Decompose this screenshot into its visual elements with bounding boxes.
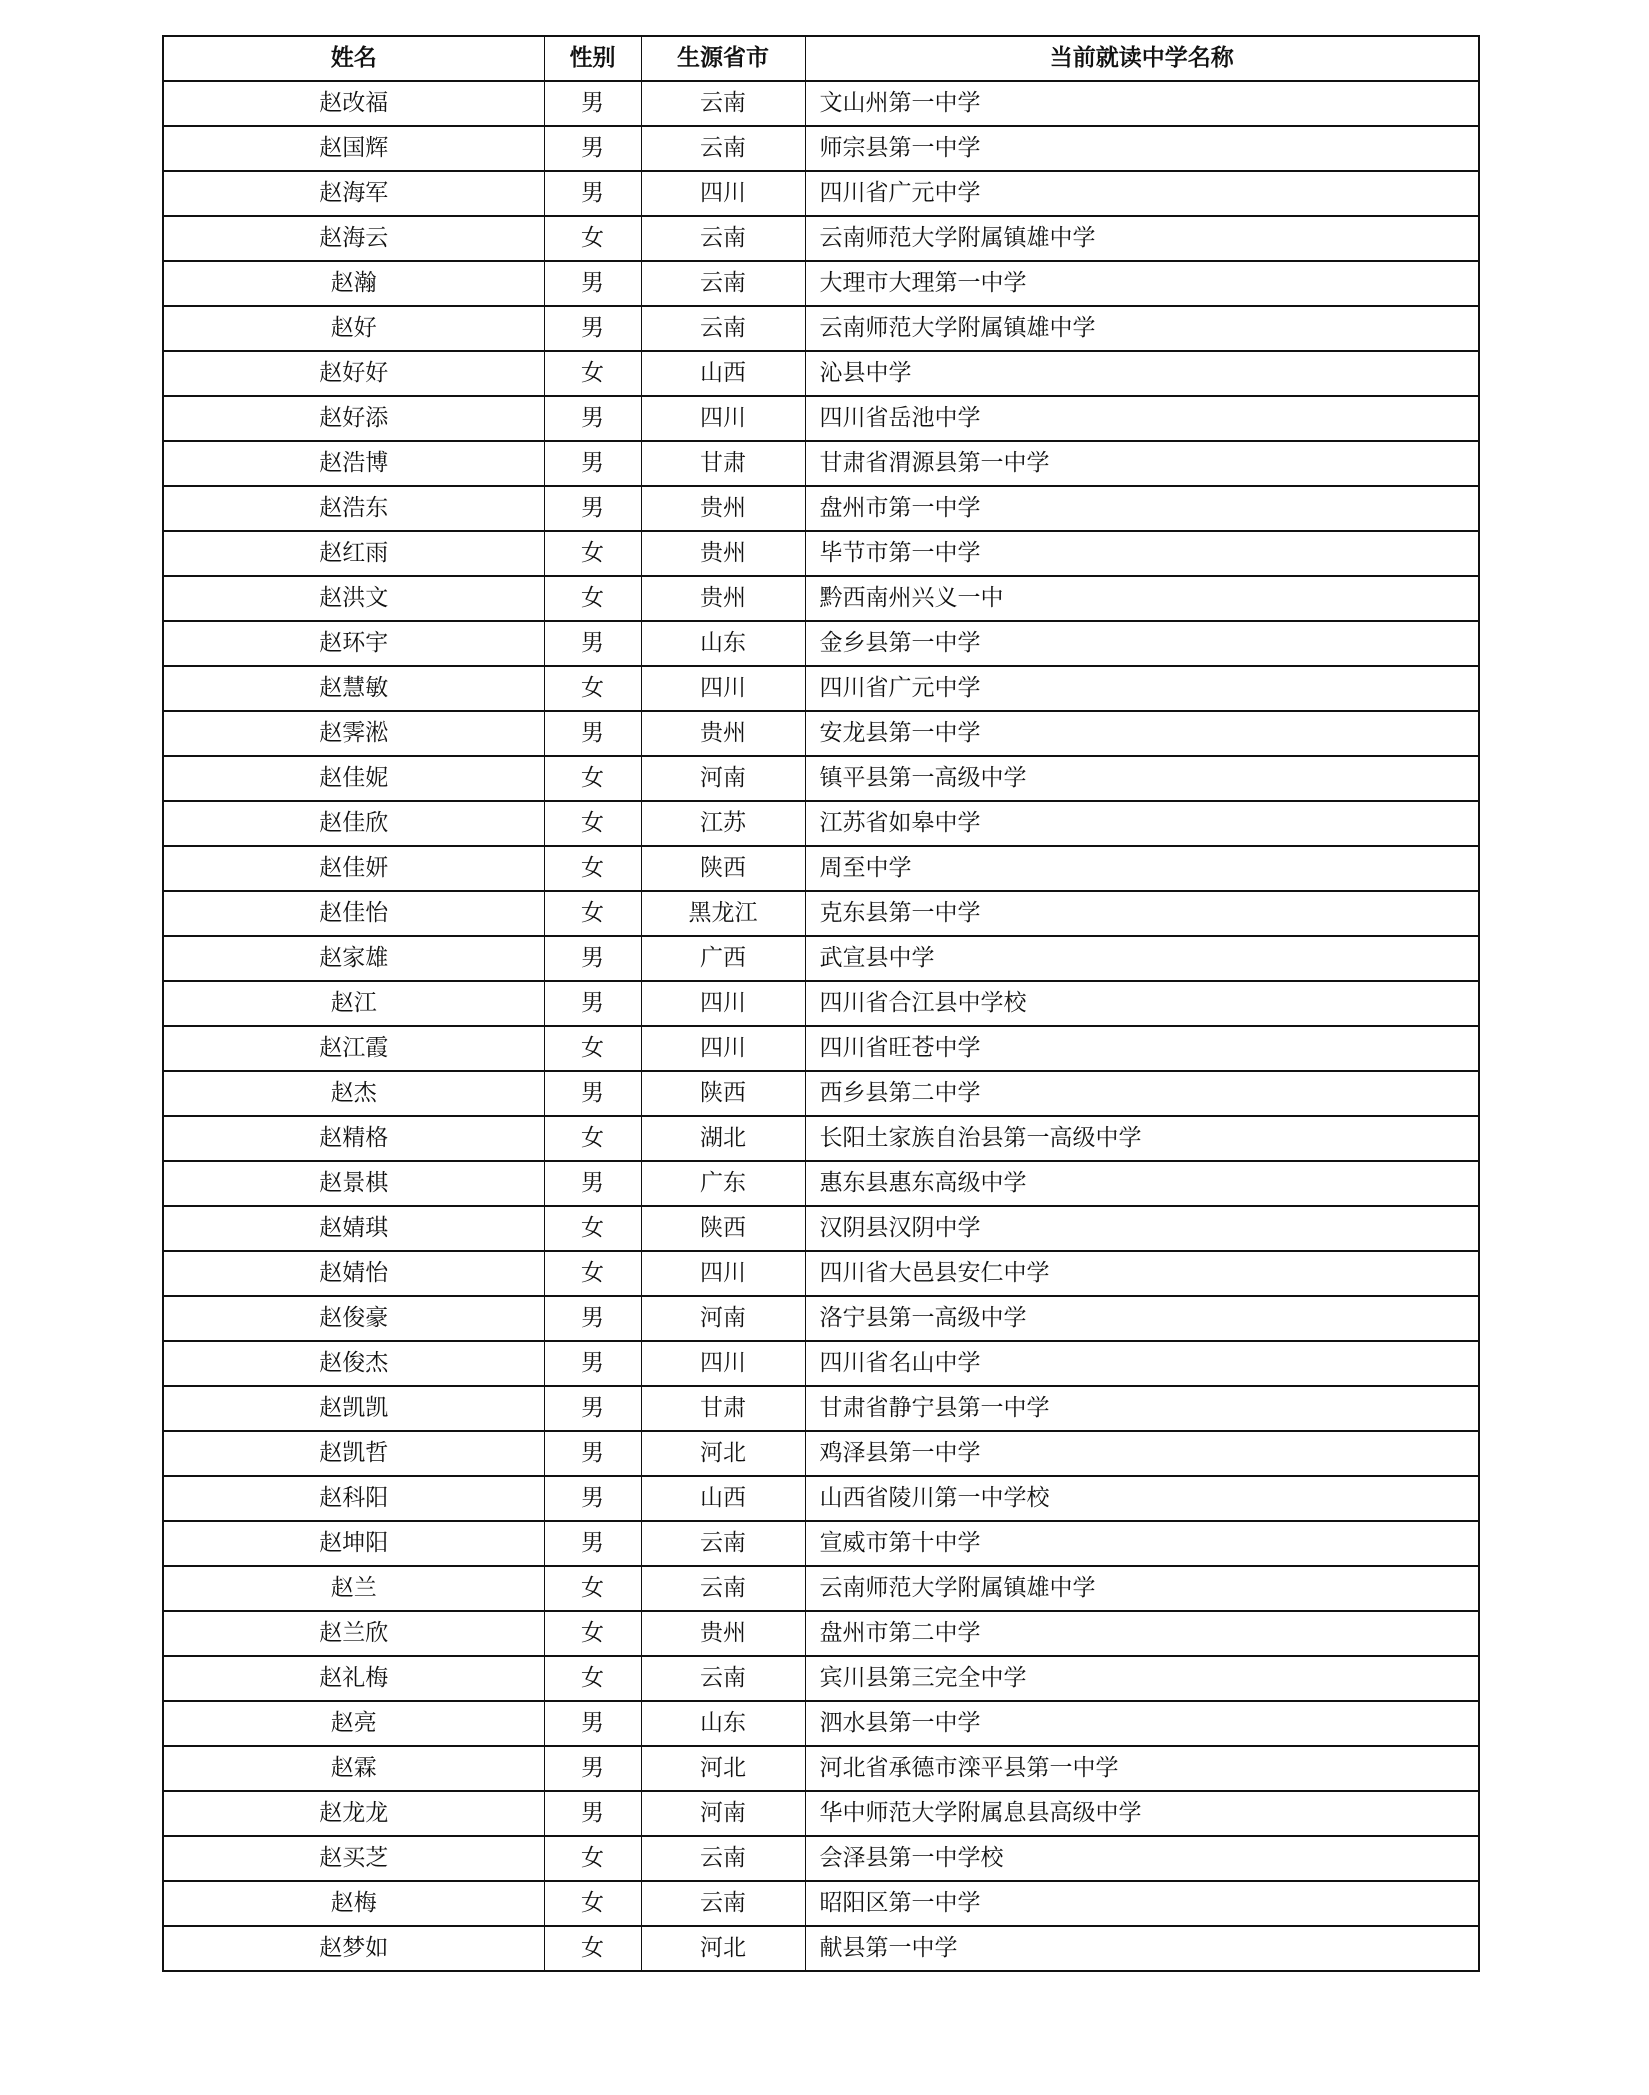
- cell-province: 贵州: [641, 1611, 805, 1656]
- cell-school: 云南师范大学附属镇雄中学: [805, 216, 1479, 261]
- cell-province: 四川: [641, 171, 805, 216]
- cell-gender: 女: [544, 1926, 641, 1971]
- cell-name: 赵兰: [163, 1566, 544, 1611]
- cell-school: 泗水县第一中学: [805, 1701, 1479, 1746]
- table-row: [163, 621, 1479, 666]
- cell-school: 盘州市第一中学: [805, 486, 1479, 531]
- cell-name: 赵俊豪: [163, 1296, 544, 1341]
- cell-gender: 女: [544, 1611, 641, 1656]
- cell-gender: 男: [544, 981, 641, 1026]
- cell-school: 金乡县第一中学: [805, 621, 1479, 666]
- cell-gender: 男: [544, 1521, 641, 1566]
- cell-school: 克东县第一中学: [805, 891, 1479, 936]
- cell-school: 云南师范大学附属镇雄中学: [805, 306, 1479, 351]
- cell-school: 山西省陵川第一中学校: [805, 1476, 1479, 1521]
- cell-gender: 男: [544, 306, 641, 351]
- cell-province: 河北: [641, 1746, 805, 1791]
- cell-name: 赵国辉: [163, 126, 544, 171]
- cell-province: 云南: [641, 1836, 805, 1881]
- cell-school: 甘肃省渭源县第一中学: [805, 441, 1479, 486]
- cell-name: 赵礼梅: [163, 1656, 544, 1701]
- cell-name: 赵科阳: [163, 1476, 544, 1521]
- cell-school: 云南师范大学附属镇雄中学: [805, 1566, 1479, 1611]
- cell-gender: 男: [544, 1386, 641, 1431]
- cell-gender: 男: [544, 1431, 641, 1476]
- cell-province: 山东: [641, 621, 805, 666]
- table-row: [163, 1746, 1479, 1791]
- cell-gender: 女: [544, 1116, 641, 1161]
- cell-province: 甘肃: [641, 1386, 805, 1431]
- cell-school: 四川省合江县中学校: [805, 981, 1479, 1026]
- cell-name: 赵江霞: [163, 1026, 544, 1071]
- cell-name: 赵精格: [163, 1116, 544, 1161]
- table-row: [163, 1881, 1479, 1926]
- cell-name: 赵霁淞: [163, 711, 544, 756]
- cell-province: 山西: [641, 1476, 805, 1521]
- cell-name: 赵婧琪: [163, 1206, 544, 1251]
- table-row: [163, 666, 1479, 711]
- cell-province: 广东: [641, 1161, 805, 1206]
- cell-province: 江苏: [641, 801, 805, 846]
- table-row: [163, 1386, 1479, 1431]
- cell-name: 赵凯凯: [163, 1386, 544, 1431]
- table-row: [163, 756, 1479, 801]
- cell-school: 四川省广元中学: [805, 666, 1479, 711]
- table-row: [163, 171, 1479, 216]
- cell-school: 惠东县惠东高级中学: [805, 1161, 1479, 1206]
- cell-school: 四川省旺苍中学: [805, 1026, 1479, 1071]
- cell-province: 广西: [641, 936, 805, 981]
- cell-school: 周至中学: [805, 846, 1479, 891]
- cell-province: 云南: [641, 1521, 805, 1566]
- cell-gender: 女: [544, 531, 641, 576]
- table-body: [163, 81, 1479, 1971]
- cell-school: 西乡县第二中学: [805, 1071, 1479, 1116]
- cell-school: 宣威市第十中学: [805, 1521, 1479, 1566]
- cell-school: 镇平县第一高级中学: [805, 756, 1479, 801]
- cell-gender: 女: [544, 756, 641, 801]
- cell-gender: 女: [544, 351, 641, 396]
- cell-school: 宾川县第三完全中学: [805, 1656, 1479, 1701]
- cell-province: 四川: [641, 1251, 805, 1296]
- cell-gender: 男: [544, 486, 641, 531]
- table-row: [163, 261, 1479, 306]
- cell-province: 黑龙江: [641, 891, 805, 936]
- cell-name: 赵红雨: [163, 531, 544, 576]
- cell-school: 四川省广元中学: [805, 171, 1479, 216]
- cell-name: 赵家雄: [163, 936, 544, 981]
- cell-name: 赵改福: [163, 81, 544, 126]
- cell-province: 贵州: [641, 711, 805, 756]
- cell-province: 云南: [641, 1566, 805, 1611]
- cell-name: 赵佳妮: [163, 756, 544, 801]
- table-row: [163, 711, 1479, 756]
- cell-name: 赵坤阳: [163, 1521, 544, 1566]
- cell-province: 河南: [641, 1296, 805, 1341]
- header-province: 生源省市: [641, 36, 805, 81]
- cell-name: 赵洪文: [163, 576, 544, 621]
- cell-school: 文山州第一中学: [805, 81, 1479, 126]
- cell-province: 四川: [641, 666, 805, 711]
- table-row: [163, 1026, 1479, 1071]
- table-row: [163, 396, 1479, 441]
- cell-province: 甘肃: [641, 441, 805, 486]
- cell-gender: 男: [544, 936, 641, 981]
- cell-province: 湖北: [641, 1116, 805, 1161]
- cell-school: 河北省承德市滦平县第一中学: [805, 1746, 1479, 1791]
- cell-gender: 男: [544, 126, 641, 171]
- cell-province: 四川: [641, 1341, 805, 1386]
- cell-school: 武宣县中学: [805, 936, 1479, 981]
- cell-school: 长阳土家族自治县第一高级中学: [805, 1116, 1479, 1161]
- table-row: [163, 891, 1479, 936]
- table-row: [163, 1161, 1479, 1206]
- cell-gender: 女: [544, 666, 641, 711]
- cell-name: 赵好添: [163, 396, 544, 441]
- cell-gender: 女: [544, 576, 641, 621]
- cell-gender: 男: [544, 1341, 641, 1386]
- cell-province: 贵州: [641, 531, 805, 576]
- cell-school: 毕节市第一中学: [805, 531, 1479, 576]
- cell-name: 赵霖: [163, 1746, 544, 1791]
- cell-name: 赵环宇: [163, 621, 544, 666]
- cell-gender: 男: [544, 396, 641, 441]
- cell-gender: 男: [544, 1161, 641, 1206]
- cell-gender: 男: [544, 261, 641, 306]
- cell-gender: 女: [544, 801, 641, 846]
- header-school: 当前就读中学名称: [805, 36, 1479, 81]
- table-row: [163, 1656, 1479, 1701]
- cell-province: 山西: [641, 351, 805, 396]
- table-row: [163, 216, 1479, 261]
- cell-gender: 男: [544, 1296, 641, 1341]
- table-row: [163, 1296, 1479, 1341]
- cell-name: 赵买芝: [163, 1836, 544, 1881]
- cell-school: 昭阳区第一中学: [805, 1881, 1479, 1926]
- cell-school: 甘肃省静宁县第一中学: [805, 1386, 1479, 1431]
- cell-name: 赵亮: [163, 1701, 544, 1746]
- table-row: [163, 576, 1479, 621]
- cell-name: 赵龙龙: [163, 1791, 544, 1836]
- cell-name: 赵兰欣: [163, 1611, 544, 1656]
- cell-province: 四川: [641, 981, 805, 1026]
- cell-gender: 女: [544, 1656, 641, 1701]
- cell-school: 四川省大邑县安仁中学: [805, 1251, 1479, 1296]
- cell-school: 汉阴县汉阴中学: [805, 1206, 1479, 1251]
- cell-province: 云南: [641, 261, 805, 306]
- cell-school: 盘州市第二中学: [805, 1611, 1479, 1656]
- table-row: [163, 1566, 1479, 1611]
- table-row: [163, 1251, 1479, 1296]
- table-row: [163, 1431, 1479, 1476]
- header-row: [163, 36, 1479, 81]
- header-gender: 性别: [544, 36, 641, 81]
- cell-name: 赵梦如: [163, 1926, 544, 1971]
- table-row: [163, 486, 1479, 531]
- table-row: [163, 1836, 1479, 1881]
- table-row: [163, 531, 1479, 576]
- table-row: [163, 846, 1479, 891]
- cell-name: 赵俊杰: [163, 1341, 544, 1386]
- cell-school: 鸡泽县第一中学: [805, 1431, 1479, 1476]
- table-row: [163, 1071, 1479, 1116]
- table-row: [163, 1791, 1479, 1836]
- cell-school: 师宗县第一中学: [805, 126, 1479, 171]
- cell-name: 赵慧敏: [163, 666, 544, 711]
- cell-school: 献县第一中学: [805, 1926, 1479, 1971]
- cell-school: 黔西南州兴义一中: [805, 576, 1479, 621]
- cell-name: 赵海军: [163, 171, 544, 216]
- cell-province: 云南: [641, 216, 805, 261]
- cell-gender: 女: [544, 1026, 641, 1071]
- table-row: [163, 981, 1479, 1026]
- cell-name: 赵杰: [163, 1071, 544, 1116]
- cell-name: 赵婧怡: [163, 1251, 544, 1296]
- table-row: [163, 126, 1479, 171]
- table-row: [163, 936, 1479, 981]
- cell-name: 赵梅: [163, 1881, 544, 1926]
- cell-gender: 男: [544, 1701, 641, 1746]
- cell-name: 赵瀚: [163, 261, 544, 306]
- cell-gender: 女: [544, 891, 641, 936]
- table-row: [163, 1701, 1479, 1746]
- cell-name: 赵好好: [163, 351, 544, 396]
- cell-gender: 女: [544, 216, 641, 261]
- table-row: [163, 1926, 1479, 1971]
- cell-province: 云南: [641, 81, 805, 126]
- cell-name: 赵浩博: [163, 441, 544, 486]
- cell-name: 赵凯哲: [163, 1431, 544, 1476]
- cell-province: 四川: [641, 396, 805, 441]
- table-row: [163, 441, 1479, 486]
- table-row: [163, 1521, 1479, 1566]
- student-roster-table: [162, 35, 1480, 1972]
- cell-name: 赵好: [163, 306, 544, 351]
- cell-name: 赵景棋: [163, 1161, 544, 1206]
- table-row: [163, 801, 1479, 846]
- table-row: [163, 351, 1479, 396]
- table-row: [163, 1206, 1479, 1251]
- cell-name: 赵浩东: [163, 486, 544, 531]
- cell-name: 赵江: [163, 981, 544, 1026]
- cell-school: 会泽县第一中学校: [805, 1836, 1479, 1881]
- cell-province: 四川: [641, 1026, 805, 1071]
- table-row: [163, 306, 1479, 351]
- cell-province: 河南: [641, 1791, 805, 1836]
- cell-gender: 男: [544, 1746, 641, 1791]
- table-row: [163, 1341, 1479, 1386]
- cell-gender: 女: [544, 1881, 641, 1926]
- cell-name: 赵佳怡: [163, 891, 544, 936]
- cell-province: 贵州: [641, 486, 805, 531]
- cell-school: 四川省名山中学: [805, 1341, 1479, 1386]
- cell-province: 陕西: [641, 1071, 805, 1116]
- cell-school: 洛宁县第一高级中学: [805, 1296, 1479, 1341]
- roster-sheet: [162, 35, 1478, 1972]
- cell-gender: 女: [544, 1251, 641, 1296]
- cell-school: 沁县中学: [805, 351, 1479, 396]
- cell-school: 大理市大理第一中学: [805, 261, 1479, 306]
- cell-province: 河南: [641, 756, 805, 801]
- cell-gender: 男: [544, 81, 641, 126]
- table-header: [163, 36, 1479, 81]
- cell-province: 云南: [641, 1656, 805, 1701]
- cell-school: 江苏省如皋中学: [805, 801, 1479, 846]
- cell-gender: 男: [544, 171, 641, 216]
- cell-province: 陕西: [641, 846, 805, 891]
- cell-province: 河北: [641, 1431, 805, 1476]
- cell-province: 陕西: [641, 1206, 805, 1251]
- cell-name: 赵佳欣: [163, 801, 544, 846]
- cell-province: 云南: [641, 126, 805, 171]
- cell-gender: 女: [544, 1836, 641, 1881]
- cell-name: 赵佳妍: [163, 846, 544, 891]
- cell-gender: 男: [544, 711, 641, 756]
- cell-gender: 男: [544, 1071, 641, 1116]
- header-name: 姓名: [163, 36, 544, 81]
- cell-province: 山东: [641, 1701, 805, 1746]
- cell-gender: 女: [544, 1206, 641, 1251]
- cell-gender: 女: [544, 1566, 641, 1611]
- table-row: [163, 1611, 1479, 1656]
- cell-province: 贵州: [641, 576, 805, 621]
- cell-school: 华中师范大学附属息县高级中学: [805, 1791, 1479, 1836]
- cell-name: 赵海云: [163, 216, 544, 261]
- cell-province: 云南: [641, 1881, 805, 1926]
- table-row: [163, 1476, 1479, 1521]
- cell-gender: 男: [544, 621, 641, 666]
- cell-province: 河北: [641, 1926, 805, 1971]
- cell-gender: 男: [544, 1476, 641, 1521]
- cell-gender: 女: [544, 846, 641, 891]
- cell-school: 安龙县第一中学: [805, 711, 1479, 756]
- cell-province: 云南: [641, 306, 805, 351]
- table-row: [163, 81, 1479, 126]
- cell-gender: 男: [544, 1791, 641, 1836]
- cell-school: 四川省岳池中学: [805, 396, 1479, 441]
- cell-gender: 男: [544, 441, 641, 486]
- table-row: [163, 1116, 1479, 1161]
